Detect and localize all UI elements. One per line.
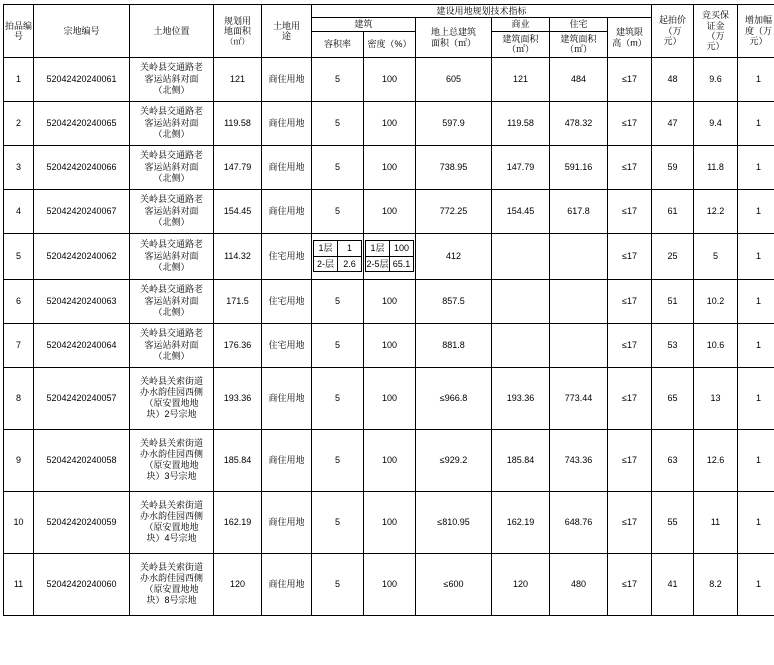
cell-planned-area: 154.45 [214,189,262,233]
col-header-residential-area [550,31,608,57]
cell-deposit: 12.2 [694,189,738,233]
cell-height-limit: ≤17 [608,323,652,367]
col-header-land-use-line1: 土地用 [272,20,300,31]
cell-planned-area: 162.19 [214,491,262,553]
cell-location [130,57,214,101]
table-header [4,5,774,58]
cell-increment: 1 [738,429,774,491]
col-header-start-price-line3: 元） [663,36,682,47]
col-header-residential-area-line2: （㎡） [564,44,592,55]
cell-location-line: （原安置地地 [144,584,199,595]
cell-total-build-area: 881.8 [416,323,492,367]
table-row [4,491,774,553]
table-body [4,57,774,615]
col-header-commercial-group [492,18,550,31]
col-header-location [130,5,214,58]
col-header-commercial-area [492,31,550,57]
cell-far: 5 [312,57,364,101]
cell-location [130,233,214,279]
cell-location [130,429,214,491]
cell-height-limit: ≤17 [608,57,652,101]
cell-location-line: 客运站斜对面 [144,339,199,350]
col-header-commercial-area-line2: （㎡） [506,44,534,55]
far-split-value: 1 [338,241,362,256]
cell-location-line: （北侧） [153,216,190,227]
cell-deposit: 8.2 [694,553,738,615]
cell-increment: 1 [738,279,774,323]
far-split-value: 2.6 [338,256,362,271]
cell-index: 5 [4,233,34,279]
table-row [4,57,774,101]
cell-height-limit: ≤17 [608,189,652,233]
cell-code: 52042420240062 [34,233,130,279]
cell-land-use: 商住用地 [262,367,312,429]
far-split-table [313,240,362,272]
cell-location-line: （北侧） [153,128,190,139]
col-header-planned-area-unit: （㎡） [225,36,250,46]
density-split-row [366,256,414,271]
land-auction-table [3,4,774,616]
cell-deposit: 5 [694,233,738,279]
col-header-planned-area-line1: 规划用 [223,15,251,26]
cell-planned-area: 193.36 [214,367,262,429]
cell-code: 52042420240063 [34,279,130,323]
cell-total-build-area: 597.9 [416,101,492,145]
cell-land-use: 商住用地 [262,553,312,615]
cell-code: 52042420240057 [34,367,130,429]
cell-deposit: 11.8 [694,145,738,189]
col-header-planned-area [214,5,262,58]
cell-height-limit: ≤17 [608,145,652,189]
col-header-code-label: 宗地编号 [63,25,100,36]
col-header-start-price-line2: （万 [663,25,682,36]
cell-residential-area: 773.44 [550,367,608,429]
cell-code: 52042420240058 [34,429,130,491]
cell-total-build-area: 412 [416,233,492,279]
col-header-residential-group [550,18,608,31]
col-header-increment [738,5,774,58]
cell-location [130,367,214,429]
cell-commercial-area: 120 [492,553,550,615]
cell-location-line: 客运站斜对面 [144,117,199,128]
cell-far: 5 [312,429,364,491]
cell-index: 10 [4,491,34,553]
cell-index: 4 [4,189,34,233]
cell-total-build-area: ≤600 [416,553,492,615]
cell-increment: 1 [738,367,774,429]
table-row [4,279,774,323]
cell-total-build-area: 857.5 [416,279,492,323]
col-header-location-label: 土地位置 [153,25,190,36]
col-header-residential-group-label: 住宅 [569,19,588,30]
cell-increment: 1 [738,57,774,101]
col-header-start-price [652,5,694,58]
cell-location-line: （北侧） [153,172,190,183]
cell-land-use: 商住用地 [262,57,312,101]
cell-density: 100 [364,491,416,553]
cell-code: 52042420240059 [34,491,130,553]
cell-height-limit: ≤17 [608,101,652,145]
cell-far: 5 [312,279,364,323]
cell-density: 100 [364,553,416,615]
col-header-density [364,31,416,57]
cell-code: 52042420240061 [34,57,130,101]
cell-total-build-area: 772.25 [416,189,492,233]
cell-residential-area [550,279,608,323]
cell-location-line: 办水韵佳园西侧 [139,510,203,521]
col-header-height-limit [608,18,652,57]
cell-location-line: （原安置地地 [144,460,199,471]
col-header-deposit-line1: 竞买保 [702,10,730,21]
cell-location-line: 办水韵佳园西侧 [139,572,203,583]
cell-location [130,279,214,323]
cell-location-line: 块）8号宗地 [146,595,197,606]
cell-location-line: 关岭县交通路老 [139,106,203,117]
col-header-total-build-area [416,18,492,57]
cell-density: 100 [364,323,416,367]
cell-location-line: 关岭县交通路老 [139,284,203,295]
cell-location-line: 客运站斜对面 [144,73,199,84]
cell-residential-area [550,323,608,367]
cell-land-use: 住宅用地 [262,323,312,367]
col-header-commercial-area-line1: 建筑面积 [502,33,539,44]
col-header-total-build-area-line2: 面积（㎡） [430,37,476,48]
col-header-deposit-line3: （万 [706,30,725,41]
cell-density: 100 [364,189,416,233]
cell-index: 2 [4,101,34,145]
col-header-code [34,5,130,58]
cell-increment: 1 [738,189,774,233]
cell-height-limit: ≤17 [608,429,652,491]
col-header-increment-line1: 增加幅 [745,15,773,26]
cell-start-price: 53 [652,323,694,367]
density-split-row [366,241,414,256]
cell-height-limit: ≤17 [608,491,652,553]
cell-index: 8 [4,367,34,429]
table-row [4,367,774,429]
col-header-increment-line2: 度（万 [745,25,773,36]
cell-total-build-area: ≤810.95 [416,491,492,553]
col-header-commercial-group-label: 商业 [511,19,530,30]
far-split-row [314,241,362,256]
cell-code: 52042420240066 [34,145,130,189]
cell-start-price: 48 [652,57,694,101]
cell-commercial-area: 119.58 [492,101,550,145]
cell-density: 100 [364,101,416,145]
cell-residential-area: 743.36 [550,429,608,491]
cell-commercial-area: 147.79 [492,145,550,189]
col-header-far-label: 容积率 [323,39,351,50]
cell-increment: 1 [738,491,774,553]
table-row [4,145,774,189]
far-split-label: 2-层 [314,256,338,271]
cell-location [130,553,214,615]
cell-location-line: 关岭县交通路老 [139,62,203,73]
cell-land-use: 商住用地 [262,101,312,145]
cell-planned-area: 114.32 [214,233,262,279]
cell-index: 6 [4,279,34,323]
cell-density-split [364,233,416,279]
cell-location-line: 客运站斜对面 [144,161,199,172]
cell-commercial-area: 162.19 [492,491,550,553]
cell-residential-area: 648.76 [550,491,608,553]
cell-start-price: 25 [652,233,694,279]
cell-deposit: 12.6 [694,429,738,491]
cell-location [130,145,214,189]
cell-location [130,101,214,145]
cell-location-line: 关岭县交通路老 [139,194,203,205]
cell-density: 100 [364,367,416,429]
cell-density: 100 [364,429,416,491]
cell-residential-area: 591.16 [550,145,608,189]
cell-index: 1 [4,57,34,101]
col-header-increment-line3: 元） [749,36,768,47]
col-header-tech-group-label: 建设用地规划技术指标 [436,6,527,16]
cell-location [130,323,214,367]
col-header-tech-group [312,5,652,18]
cell-increment: 1 [738,553,774,615]
cell-land-use: 商住用地 [262,491,312,553]
cell-location-line: （北侧） [153,84,190,95]
cell-location-line: 关岭县交通路老 [139,328,203,339]
density-split-label: 2-5层 [366,256,390,271]
cell-commercial-area: 154.45 [492,189,550,233]
cell-start-price: 41 [652,553,694,615]
cell-deposit: 9.6 [694,57,738,101]
cell-far: 5 [312,189,364,233]
cell-far: 5 [312,553,364,615]
cell-residential-area: 478.32 [550,101,608,145]
cell-commercial-area [492,233,550,279]
cell-total-build-area: ≤929.2 [416,429,492,491]
cell-residential-area [550,233,608,279]
cell-location-line: 客运站斜对面 [144,250,199,261]
table-row [4,323,774,367]
cell-location-line: 客运站斜对面 [144,205,199,216]
cell-deposit: 11 [694,491,738,553]
cell-planned-area: 119.58 [214,101,262,145]
cell-residential-area: 484 [550,57,608,101]
cell-increment: 1 [738,323,774,367]
table-row [4,553,774,615]
cell-commercial-area [492,279,550,323]
cell-location-line: （北侧） [153,306,190,317]
cell-total-build-area: ≤966.8 [416,367,492,429]
table-row [4,101,774,145]
cell-index: 3 [4,145,34,189]
cell-increment: 1 [738,233,774,279]
cell-location-line: 关岭县关索街道 [139,375,203,386]
cell-residential-area: 617.8 [550,189,608,233]
cell-code: 52042420240064 [34,323,130,367]
cell-location-line: （原安置地地 [144,398,199,409]
col-header-residential-area-line1: 建筑面积 [560,33,597,44]
col-header-land-use-line2: 途 [281,30,291,41]
cell-deposit: 13 [694,367,738,429]
cell-index: 11 [4,553,34,615]
cell-location-line: 块）2号宗地 [146,409,197,420]
table-row [4,233,774,279]
cell-start-price: 47 [652,101,694,145]
cell-deposit: 9.4 [694,101,738,145]
cell-height-limit: ≤17 [608,279,652,323]
cell-code: 52042420240067 [34,189,130,233]
cell-location-line: 客运站斜对面 [144,295,199,306]
density-split-value: 100 [390,241,414,256]
col-header-deposit-line4: 元） [706,41,725,52]
cell-start-price: 59 [652,145,694,189]
cell-location-line: 办水韵佳园西侧 [139,448,203,459]
cell-commercial-area: 121 [492,57,550,101]
far-split-label: 1层 [314,241,338,256]
cell-start-price: 61 [652,189,694,233]
cell-planned-area: 185.84 [214,429,262,491]
col-header-start-price-line1: 起拍价 [659,15,687,26]
cell-height-limit: ≤17 [608,553,652,615]
cell-total-build-area: 738.95 [416,145,492,189]
cell-far: 5 [312,367,364,429]
cell-location-line: （原安置地地 [144,522,199,533]
cell-residential-area: 480 [550,553,608,615]
col-header-deposit-line2: 证金 [706,20,725,31]
cell-location-line: 关岭县关索街道 [139,437,203,448]
cell-location-line: 块）4号宗地 [146,533,197,544]
cell-far: 5 [312,145,364,189]
cell-index: 9 [4,429,34,491]
cell-planned-area: 171.5 [214,279,262,323]
cell-start-price: 63 [652,429,694,491]
col-header-total-build-area-line1: 地上总建筑 [430,27,476,38]
cell-land-use: 住宅用地 [262,233,312,279]
col-header-height-limit-line1: 建筑限 [616,27,644,38]
cell-location-line: 关岭县交通路老 [139,150,203,161]
cell-location-line: 办水韵佳园西侧 [139,386,203,397]
col-header-deposit [694,5,738,58]
cell-location [130,189,214,233]
cell-start-price: 65 [652,367,694,429]
col-header-land-use [262,5,312,58]
cell-far-split [312,233,364,279]
cell-land-use: 商住用地 [262,429,312,491]
cell-density: 100 [364,145,416,189]
cell-start-price: 51 [652,279,694,323]
cell-increment: 1 [738,145,774,189]
cell-planned-area: 120 [214,553,262,615]
col-header-building-group-label: 建筑 [354,19,373,30]
cell-deposit: 10.2 [694,279,738,323]
cell-height-limit: ≤17 [608,233,652,279]
cell-total-build-area: 605 [416,57,492,101]
cell-planned-area: 147.79 [214,145,262,189]
col-header-density-label: 密度（%） [367,39,412,50]
cell-location-line: （北侧） [153,261,190,272]
cell-commercial-area [492,323,550,367]
cell-index: 7 [4,323,34,367]
cell-far: 5 [312,491,364,553]
table-row [4,189,774,233]
cell-location-line: 关岭县关索街道 [139,499,203,510]
cell-planned-area: 176.36 [214,323,262,367]
cell-location-line: 关岭县交通路老 [139,239,203,250]
cell-deposit: 10.6 [694,323,738,367]
cell-height-limit: ≤17 [608,367,652,429]
cell-commercial-area: 193.36 [492,367,550,429]
cell-location [130,491,214,553]
header-row-group [4,5,774,18]
cell-location-line: 关岭县关索街道 [139,561,203,572]
cell-land-use: 住宅用地 [262,279,312,323]
col-header-index-label: 拍品编号 [5,20,33,41]
cell-code: 52042420240065 [34,101,130,145]
far-split-row [314,256,362,271]
cell-location-line: （北侧） [153,350,190,361]
cell-code: 52042420240060 [34,553,130,615]
density-split-table [365,240,414,272]
col-header-far [312,31,364,57]
col-header-planned-area-line2: 地面积 [223,26,251,37]
cell-density: 100 [364,279,416,323]
cell-location-line: 块）3号宗地 [146,471,197,482]
cell-density: 100 [364,57,416,101]
cell-land-use: 商住用地 [262,145,312,189]
density-split-value: 65.1 [390,256,414,271]
col-header-index [4,5,34,58]
cell-increment: 1 [738,101,774,145]
density-split-label: 1层 [366,241,390,256]
table-row [4,429,774,491]
cell-planned-area: 121 [214,57,262,101]
col-header-building-group [312,18,416,31]
cell-far: 5 [312,323,364,367]
cell-commercial-area: 185.84 [492,429,550,491]
col-header-height-limit-line2: 高（m） [612,37,647,48]
cell-far: 5 [312,101,364,145]
cell-land-use: 商住用地 [262,189,312,233]
cell-start-price: 55 [652,491,694,553]
